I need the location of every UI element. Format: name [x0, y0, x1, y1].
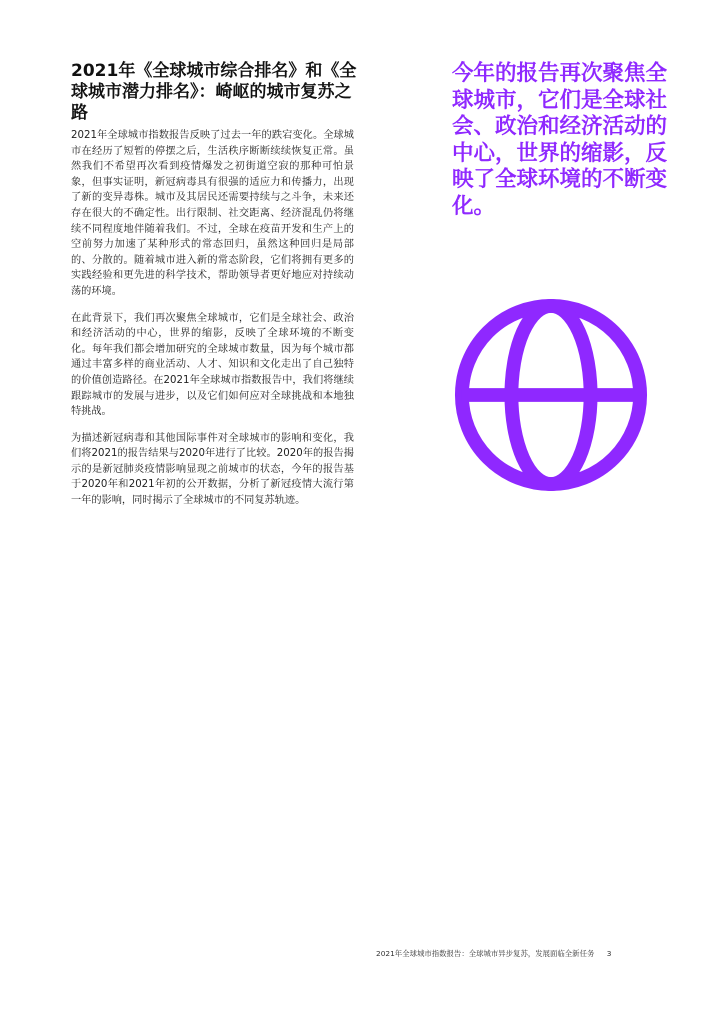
- pull-quote: 今年的报告再次聚焦全球城市，它们是全球社会、政治和经济活动的中心，世界的缩影，反映了全球环境的不断变化。: [452, 61, 668, 219]
- page-number: 3: [606, 949, 612, 958]
- page-footer: [376, 948, 666, 959]
- paragraph-2: 在此背景下，我们再次聚焦全球城市，它们是全球社会、政治和经济活动的中心，世界的缩影，反映了全球环境的不断变化。每年我们都会增加研究的全球城市数量，因为每个城市都通过丰富多样的商业活动、人才、知识和文化走出了自己独特的价值创造路径。在2021年全球城市指数报告中，我们将继续跟踪城市的发展与进步，以及它们如何应对全球挑战和本地独特挑战。: [71, 312, 354, 418]
- body-text: [71, 128, 354, 520]
- globe-icon: [452, 296, 650, 494]
- footer-title: 2021年全球城市指数报告：全球城市异步复苏，发展面临全新任务: [376, 949, 595, 958]
- paragraph-1: 2021年全球城市指数报告反映了过去一年的跌宕变化。全球城市在经历了短暂的停摆之后，生活秩序断断续续恢复正常。虽然我们不希望再次看到疫情爆发之初街道空寂的那种可怕景象，但事实证明，新冠病毒具有很强的适应力和传播力，出现了新的变异毒株。城市及其居民还需要持续与之斗争，未来还存在很大的不确定性。出行限制、社交距离、经济混乱仍将继续不同程度地伴随着我们。不过，全球在疫苗开发和生产上的空前努力加速了某种形式的常态回归，虽然这种回归是局部的、分散的。随着城市进入新的常态阶段，它们将拥有更多的实践经验和更先进的科学技术，帮助领导者更好地应对持续动荡的环境。: [71, 130, 354, 297]
- paragraph-3: 为描述新冠病毒和其他国际事件对全球城市的影响和变化，我们将2021的报告结果与2020年进行了比较。2020年的报告揭示的是新冠肺炎疫情影响显现之前城市的状态，今年的报告基于2020年和2021年初的公开数据，分析了新冠疫情大流行第一年的影响，同时揭示了全球城市的不同复苏轨迹。: [71, 432, 354, 507]
- page-title: 2021年《全球城市综合排名》和《全球城市潜力排名》：崎岖的城市复苏之路: [71, 61, 357, 123]
